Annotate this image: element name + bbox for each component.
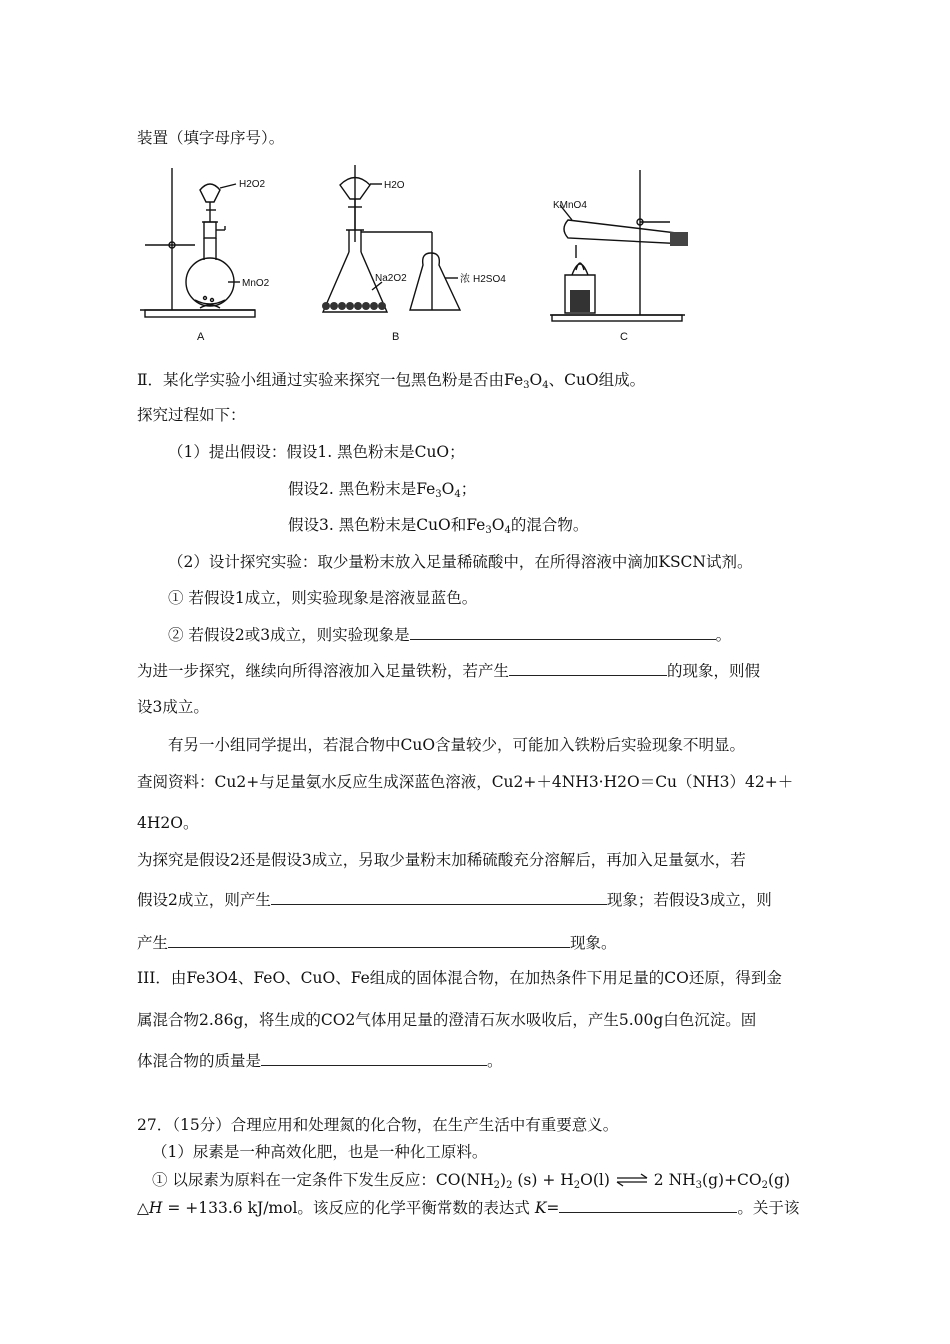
answer-blank[interactable]	[271, 889, 607, 905]
design-line: （2）设计探究实验：取少量粉末放入足量稀硫酸中，在所得溶液中滴加KSCN试剂。	[168, 553, 753, 571]
further-cont: 设3成立。	[137, 698, 209, 716]
label-na2o2: Na2O2	[375, 273, 407, 284]
sub-3: 3	[485, 525, 492, 536]
reference-cont: 4H2O。	[137, 814, 199, 832]
sub-4: 4	[542, 380, 549, 391]
eq-water: O(l)	[580, 1171, 610, 1189]
answer-blank[interactable]	[261, 1050, 487, 1066]
process-line: 探究过程如下：	[137, 406, 246, 424]
apparatus-drawing	[140, 160, 720, 350]
equilibrium-arrow-icon	[615, 1173, 649, 1187]
delta-h-end: 。关于该	[737, 1199, 800, 1217]
dist3-end: 现象。	[570, 934, 617, 952]
sub-3: 3	[523, 380, 530, 391]
apparatus-figure	[140, 160, 720, 350]
label-apparatus-a: A	[197, 331, 205, 343]
part2-heading	[137, 370, 645, 390]
distinguish-line: 为探究是假设2还是假设3成立，另取少量粉末加稀硫酸充分溶解后，再加入足量氨水，若	[137, 851, 746, 869]
label-apparatus-b: B	[392, 331, 400, 343]
eq-nh3: 2 NH	[653, 1171, 696, 1189]
sub-2: 2	[761, 1180, 768, 1191]
eq-paren: )	[500, 1171, 507, 1189]
hyp3-text: 假设3. 黑色粉末是CuO和Fe	[288, 516, 486, 534]
label-h2o2: H2O2	[239, 179, 266, 190]
part2-heading-o: O	[529, 371, 543, 389]
q27-title: 27．（15分）合理应用和处理氮的化合物，在生产生活中有重要意义。	[137, 1116, 619, 1134]
eq-co2: (g)+CO	[702, 1171, 762, 1189]
sub-3: 3	[695, 1180, 703, 1191]
q27-sub1: （1）尿素是一种高效化肥，也是一种化工原料。	[152, 1143, 488, 1161]
part3-line-1: III．由Fe3O4、FeO、CuO、Fe组成的固体混合物，在加热条件下用足量的CO还原，得到金	[137, 969, 782, 987]
answer-blank[interactable]	[410, 624, 716, 640]
sub-4: 4	[454, 489, 461, 500]
case-1: ① 若假设1成立，则实验现象是溶液显蓝色。	[168, 589, 478, 607]
dist3-text: 产生	[137, 934, 169, 952]
answer-blank[interactable]	[559, 1197, 737, 1213]
label-h2o: H2O	[384, 180, 405, 191]
further-text: 为进一步探究，继续向所得溶液加入足量铁粉，若产生	[137, 662, 510, 680]
hyp2-o: O	[441, 480, 455, 498]
sub-2: 2	[573, 1180, 581, 1191]
sub-4: 4	[504, 525, 511, 536]
part3-line-3	[137, 1050, 503, 1071]
enthalpy-h: H	[148, 1199, 163, 1217]
delta-h-text: = +133.6 kJ/mol。该反应的化学平衡常数的表达式	[162, 1199, 535, 1217]
sub-2: 2	[506, 1180, 513, 1191]
reference-line: 查阅资料：Cu2+与足量氨水反应生成深蓝色溶液，Cu2+＋4NH3·H2O＝Cu（NH3）42+＋	[137, 773, 794, 791]
sub-3: 3	[435, 489, 442, 500]
other-group-line: 有另一小组同学提出，若混合物中CuO含量较少，可能加入铁粉后实验现象不明显。	[168, 736, 746, 754]
intro-line: 装置（填字母序号）。	[137, 129, 285, 147]
part2-heading-text: Ⅱ．某化学实验小组通过实验来探究一包黑色粉是否由Fe	[137, 371, 524, 389]
label-kmno4: KMnO4	[553, 200, 587, 211]
answer-blank[interactable]	[509, 660, 667, 676]
hyp3-o: O	[491, 516, 505, 534]
further-end: 的现象，则假	[667, 662, 761, 680]
eq-text: ① 以尿素为原料在一定条件下发生反应：CO(NH	[152, 1171, 494, 1189]
hypothesis-3	[288, 515, 588, 535]
dist2-text: 假设2成立，则产生	[137, 891, 271, 909]
equals-sign: =	[546, 1199, 560, 1217]
answer-blank[interactable]	[168, 932, 570, 948]
part3-line-2: 属混合物2.86g，将生成的CO2气体用足量的澄清石灰水吸收后，产生5.00g白色沉淀。固	[137, 1011, 757, 1029]
case2-end: 。	[715, 626, 732, 644]
part2-heading-end: 、CuO组成。	[548, 371, 646, 389]
hyp2-end: ；	[460, 480, 477, 498]
q27-equation	[152, 1170, 790, 1190]
hyp2-text: 假设2. 黑色粉末是Fe	[288, 480, 436, 498]
label-mno2: MnO2	[242, 278, 270, 289]
eq-h: (s) + H	[512, 1171, 574, 1189]
further-line	[137, 660, 760, 681]
hypothesis-1: （1）提出假设：假设1. 黑色粉末是CuO；	[168, 443, 465, 461]
label-h2so4: H2SO4	[473, 274, 506, 285]
q27-delta-h	[137, 1197, 799, 1218]
case2-text: ② 若假设2或3成立，则实验现象是	[168, 626, 410, 644]
delta-symbol: △	[137, 1199, 149, 1217]
part3-end: 。	[487, 1052, 503, 1070]
distinguish-2	[137, 889, 772, 910]
hypothesis-2	[288, 479, 476, 499]
distinguish-3	[137, 932, 617, 953]
eq-gas: (g)	[768, 1171, 791, 1189]
case-2	[168, 624, 731, 645]
dist2-end: 现象；若假设3成立，则	[606, 891, 772, 909]
constant-k: K	[534, 1199, 547, 1217]
label-apparatus-c: C	[620, 331, 628, 343]
label-conc: 浓	[460, 274, 470, 285]
hyp3-end: 的混合物。	[510, 516, 589, 534]
sub-2: 2	[493, 1180, 500, 1191]
part3-text: 体混合物的质量是	[137, 1052, 262, 1070]
